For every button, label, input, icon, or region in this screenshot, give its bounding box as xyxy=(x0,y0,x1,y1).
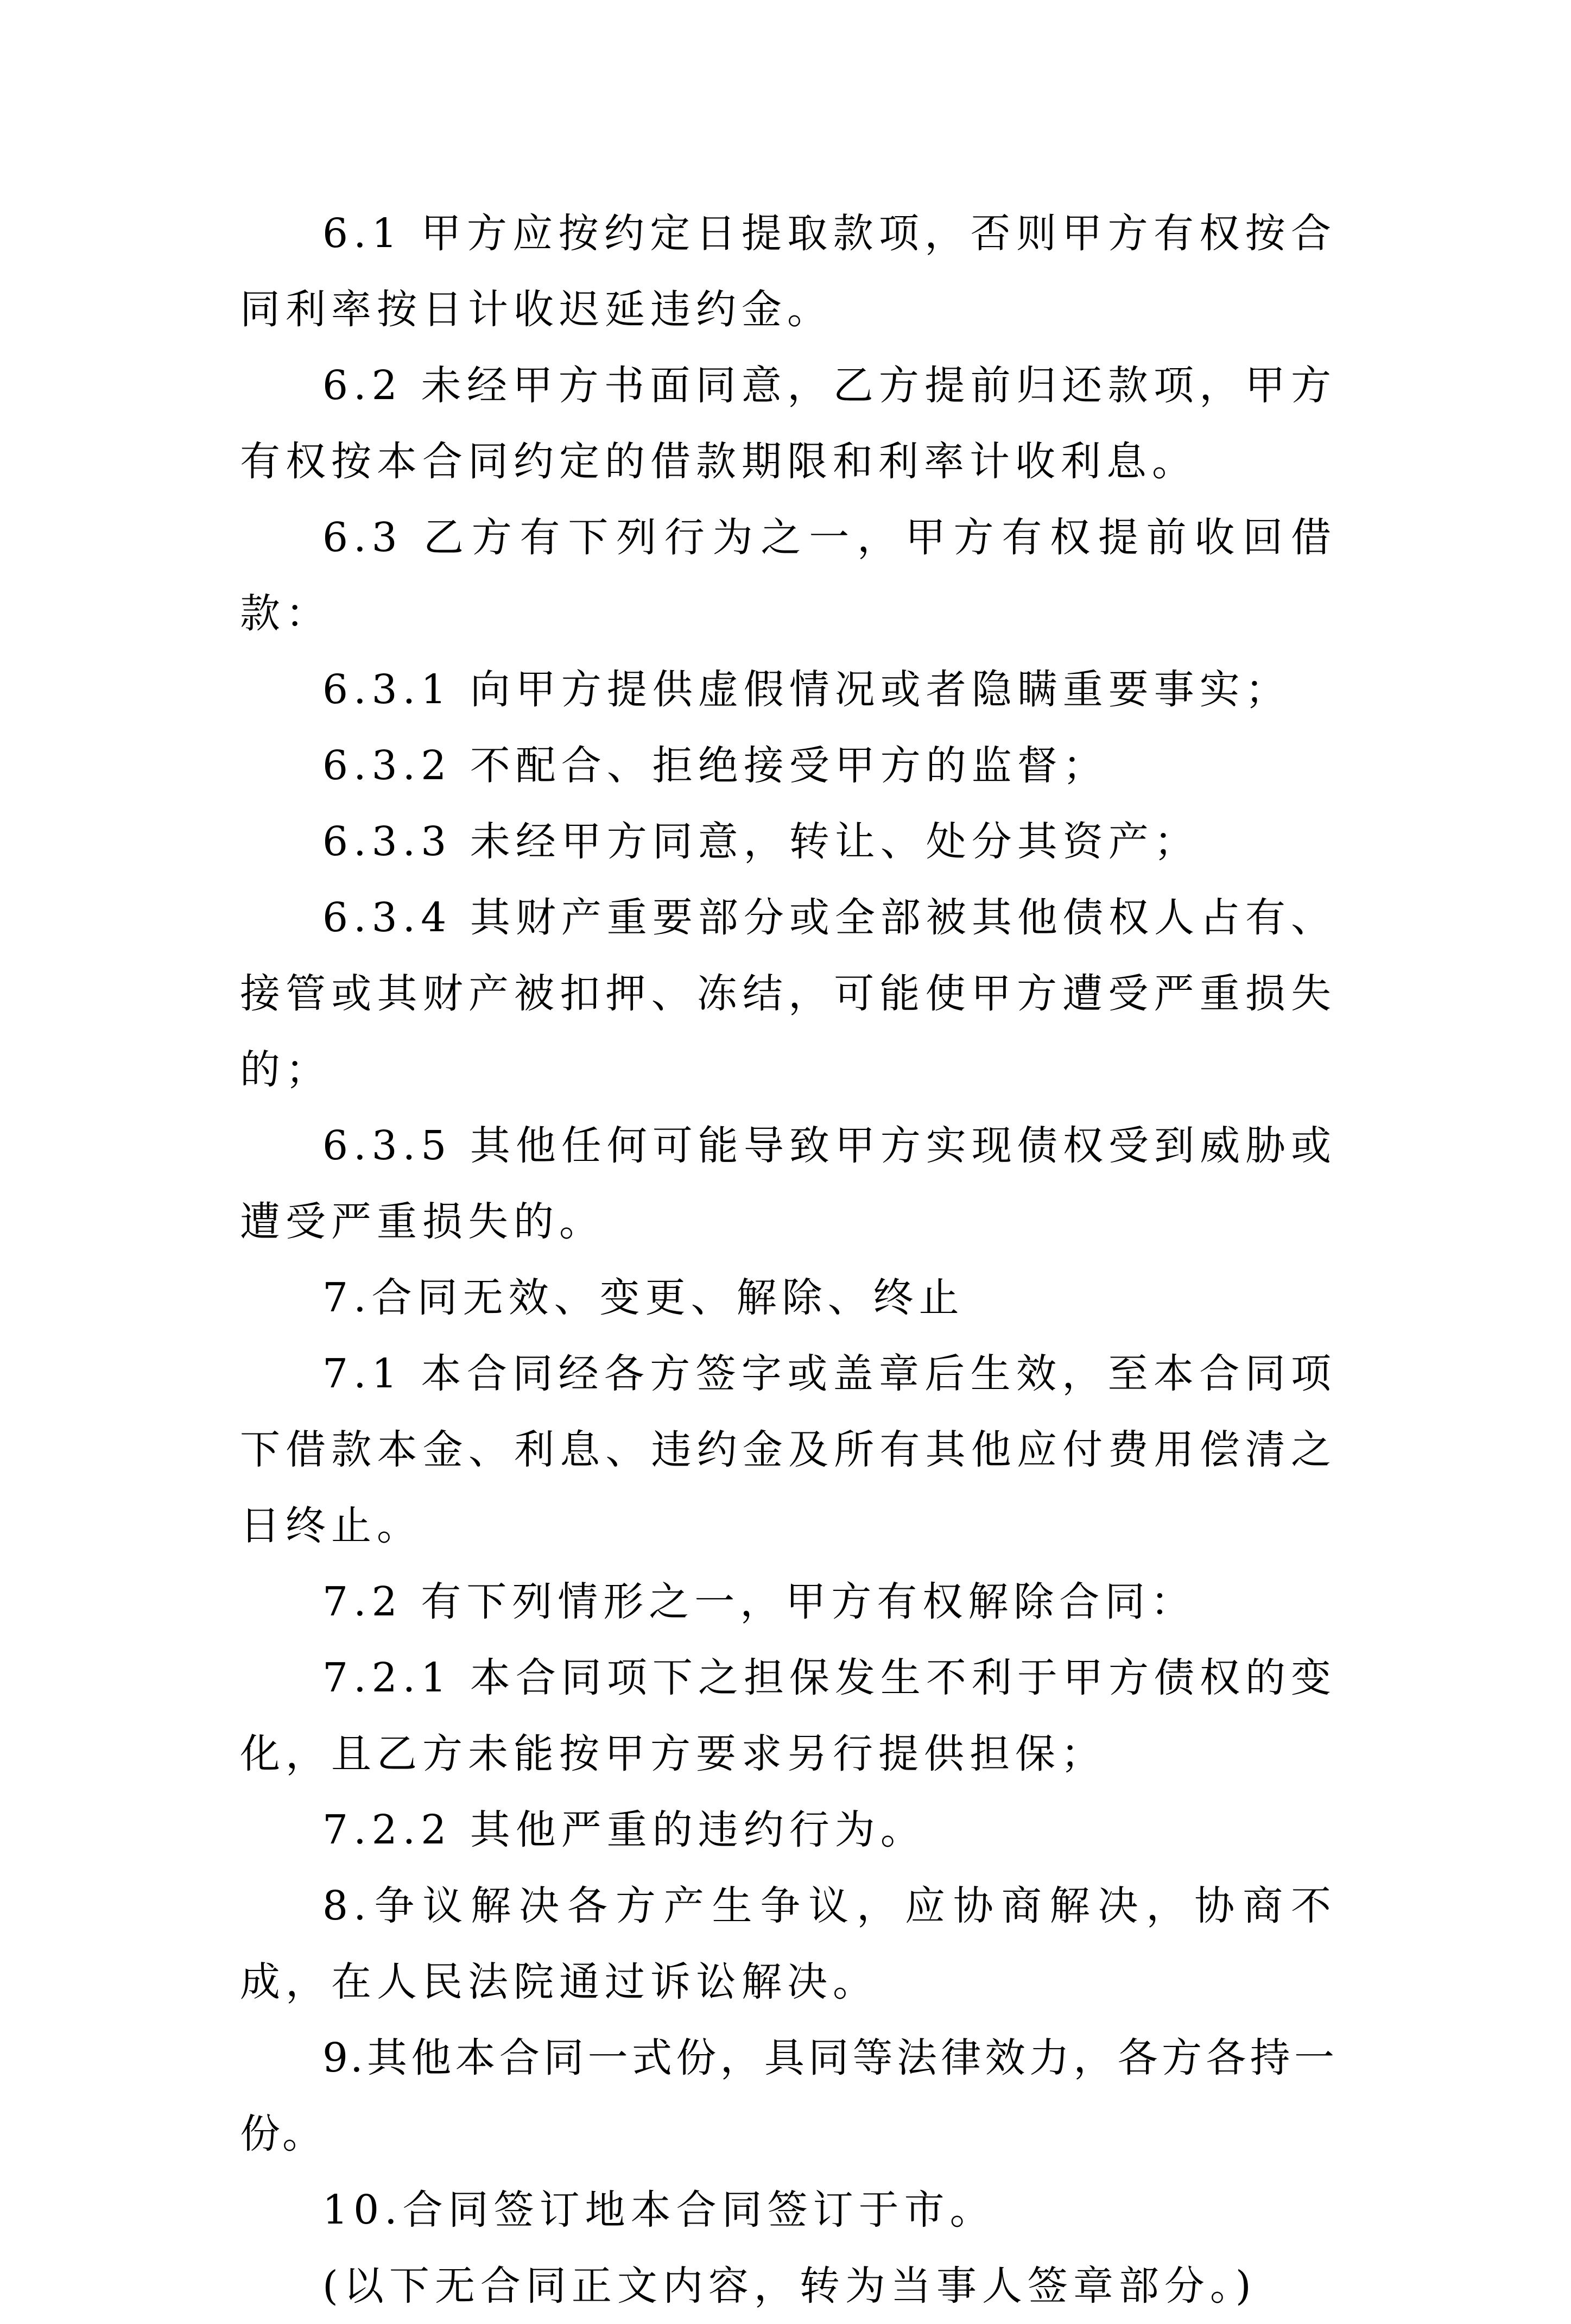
clause-6-2: 6.2 未经甲方书面同意，乙方提前归还款项，甲方有权按本合同约定的借款期限和利率计收利息。 xyxy=(240,362,1336,485)
clause-7-2: 7.2 有下列情形之一，甲方有权解除合同： xyxy=(322,1578,1196,1625)
clause-6-3: 6.3 乙方有下列行为之一，甲方有权提前收回借款： xyxy=(240,514,1336,637)
clause-6-3-5: 6.3.5 其他任何可能导致甲方实现债权受到威胁或遭受严重损失的。 xyxy=(240,1122,1336,1245)
clause-6-1: 6.1 甲方应按约定日提取款项，否则甲方有权按合同利率按日计收迟延违约金。 xyxy=(240,210,1336,333)
clause-7-2-1: 7.2.1 本合同项下之担保发生不利于甲方债权的变化，且乙方未能按甲方要求另行提供担保； xyxy=(240,1654,1336,1777)
section-8-dispute: 8.争议解决各方产生争议，应协商解决，协商不成，在人民法院通过诉讼解决。 xyxy=(240,1883,1336,2005)
clause-6-3-1: 6.3.1 向甲方提供虚假情况或者隐瞒重要事实； xyxy=(322,666,1291,713)
contract-body xyxy=(240,195,1336,2324)
clause-7-1: 7.1 本合同经各方签字或盖章后生效，至本合同项下借款本金、利息、违约金及所有其他应付费用偿清之日终止。 xyxy=(240,1350,1336,1549)
section-7-heading: 7.合同无效、变更、解除、终止 xyxy=(322,1274,965,1321)
end-of-body-note: (以下无合同正文内容，转为当事人签章部分。) xyxy=(322,2263,1257,2309)
section-10-signing-place: 10.合同签订地本合同签订于市。 xyxy=(322,2187,996,2233)
clause-7-2-2: 7.2.2 其他严重的违约行为。 xyxy=(322,1807,926,1853)
clause-6-3-3: 6.3.3 未经甲方同意，转让、处分其资产； xyxy=(322,818,1200,865)
clause-6-3-2: 6.3.2 不配合、拒绝接受甲方的监督； xyxy=(322,742,1108,789)
clause-6-3-4: 6.3.4 其财产重要部分或全部被其他债权人占有、接管或其财产被扣押、冻结，可能使甲方遭受严重损失的； xyxy=(240,894,1336,1093)
section-9-other: 9.其他本合同一式份，具同等法律效力，各方各持一份。 xyxy=(240,2035,1336,2157)
